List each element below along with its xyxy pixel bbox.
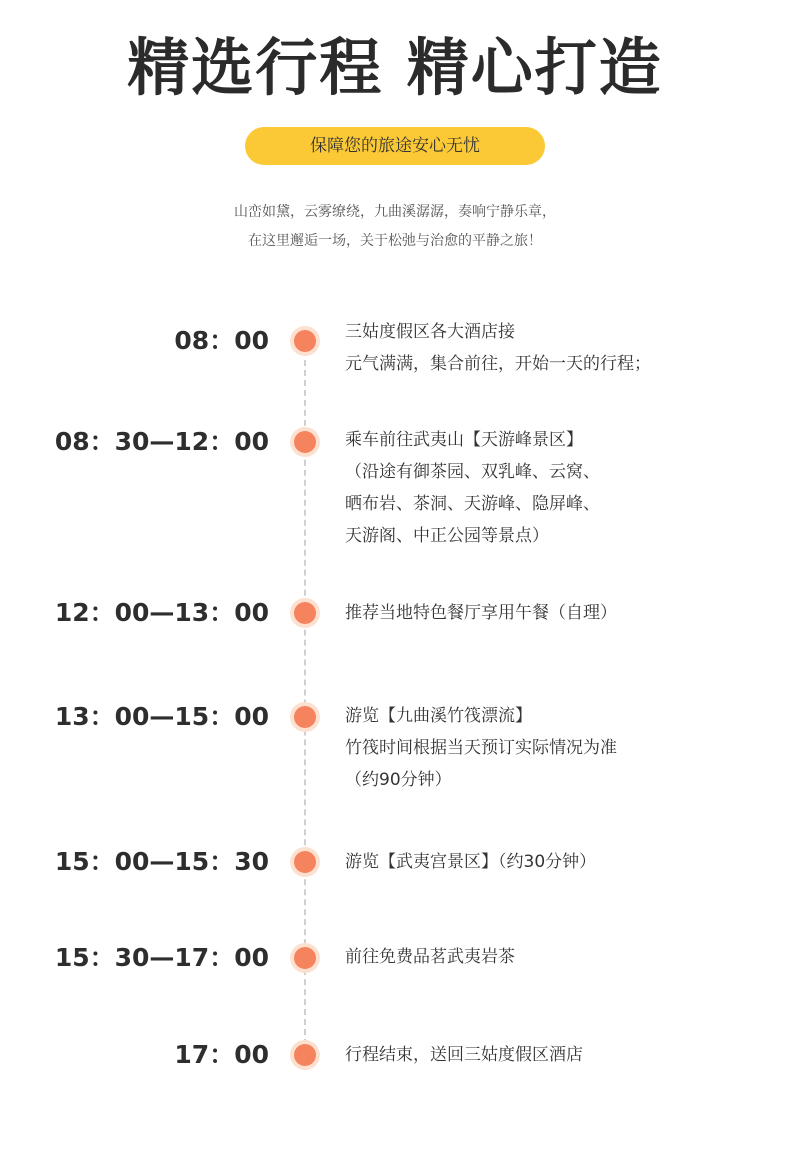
itinerary-time: 15：30—17：00 [54, 943, 269, 972]
itinerary-description [345, 700, 617, 796]
intro-line-2: 在这里邂逅一场，关于松弛与治愈的平静之旅！ [248, 233, 542, 249]
itinerary-line: 推荐当地特色餐厅享用午餐（自理） [345, 603, 617, 623]
itinerary-description [345, 424, 600, 552]
itinerary-line: 游览【九曲溪竹筏漂流】 [345, 706, 532, 726]
itinerary-line: 晒布岩、茶洞、天游峰、隐屏峰、 [345, 494, 600, 514]
itinerary-time: 15：00—15：30 [54, 847, 269, 876]
itinerary-time: 08：30—12：00 [54, 427, 269, 456]
intro-line-1: 山峦如黛，云雾缭绕，九曲溪潺潺，奏响宁静乐章， [234, 204, 556, 220]
itinerary-line: 前往免费品茗武夷岩茶 [345, 947, 515, 967]
itinerary-description [345, 941, 515, 973]
itinerary-line: 行程结束，送回三姑度假区酒店 [345, 1045, 583, 1065]
itinerary-time: 13：00—15：00 [54, 702, 269, 731]
itinerary-line: 游览【武夷宫景区】（约30分钟） [345, 852, 597, 872]
timeline-dot [290, 702, 320, 732]
itinerary-description [345, 316, 651, 380]
timeline-dot [290, 847, 320, 877]
timeline-dot [290, 427, 320, 457]
itinerary-line: 天游阁、中正公园等景点） [345, 526, 549, 546]
itinerary-description [345, 846, 596, 878]
itinerary-line: （沿途有御茶园、双乳峰、云窝、 [345, 462, 600, 482]
page-title: 精选行程 精心打造 [127, 31, 663, 104]
itinerary-time: 08：00 [174, 326, 269, 355]
itinerary-time: 17：00 [174, 1040, 269, 1069]
timeline-dot [290, 326, 320, 356]
itinerary-line: 元气满满，集合前往，开始一天的行程； [345, 354, 651, 374]
itinerary-line: 竹筏时间根据当天预订实际情况为准 [345, 738, 617, 758]
itinerary-description [345, 597, 617, 629]
itinerary-line: 乘车前往武夷山【天游峰景区】 [345, 430, 583, 450]
itinerary-line: 三姑度假区各大酒店接 [345, 322, 515, 342]
itinerary-line: （约90分钟） [345, 770, 452, 790]
timeline-dot [290, 943, 320, 973]
timeline-dot [290, 598, 320, 628]
timeline-dot [290, 1040, 320, 1070]
assurance-badge: 保障您的旅途安心无忧 [245, 127, 545, 165]
itinerary-time: 12：00—13：00 [54, 598, 269, 627]
itinerary-description [345, 1039, 583, 1071]
